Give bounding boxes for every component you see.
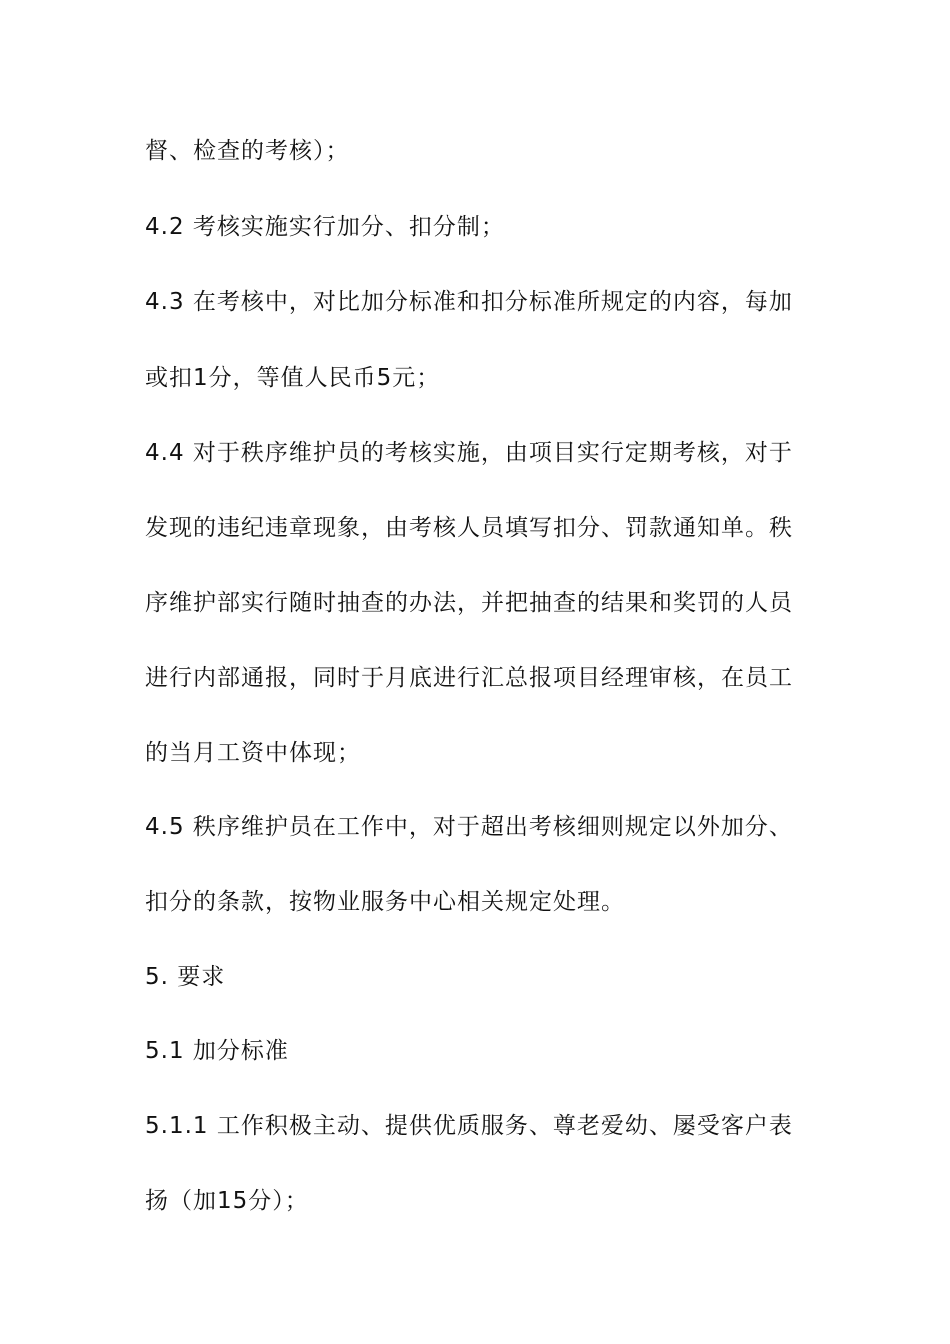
text-line: 4.3 在考核中，对比加分标准和扣分标准所规定的内容，每加 [145, 289, 793, 315]
text-line: 发现的违纪违章现象，由考核人员填写扣分、罚款通知单。秩 [145, 515, 793, 541]
text-line: 扬（加15分）； [145, 1188, 309, 1214]
text-line: 5.1.1 工作积极主动、提供优质服务、尊老爱幼、屡受客户表 [145, 1113, 793, 1139]
text-line: 的当月工资中体现； [145, 740, 361, 766]
text-line: 4.5 秩序维护员在工作中，对于超出考核细则规定以外加分、 [145, 814, 793, 840]
text-line: 督、检查的考核）； [145, 138, 350, 164]
text-line: 4.2 考核实施实行加分、扣分制； [145, 214, 505, 240]
text-line: 扣分的条款，按物业服务中心相关规定处理。 [145, 889, 625, 915]
text-line: 进行内部通报，同时于月底进行汇总报项目经理审核，在员工 [145, 665, 793, 691]
text-line: 4.4 对于秩序维护员的考核实施，由项目实行定期考核，对于 [145, 440, 793, 466]
text-line: 或扣1分，等值人民币5元； [145, 365, 441, 391]
text-line: 序维护部实行随时抽查的办法，并把抽查的结果和奖罚的人员 [145, 590, 793, 616]
subsection-heading: 5.1 加分标准 [145, 1038, 289, 1064]
section-heading: 5. 要求 [145, 964, 226, 990]
